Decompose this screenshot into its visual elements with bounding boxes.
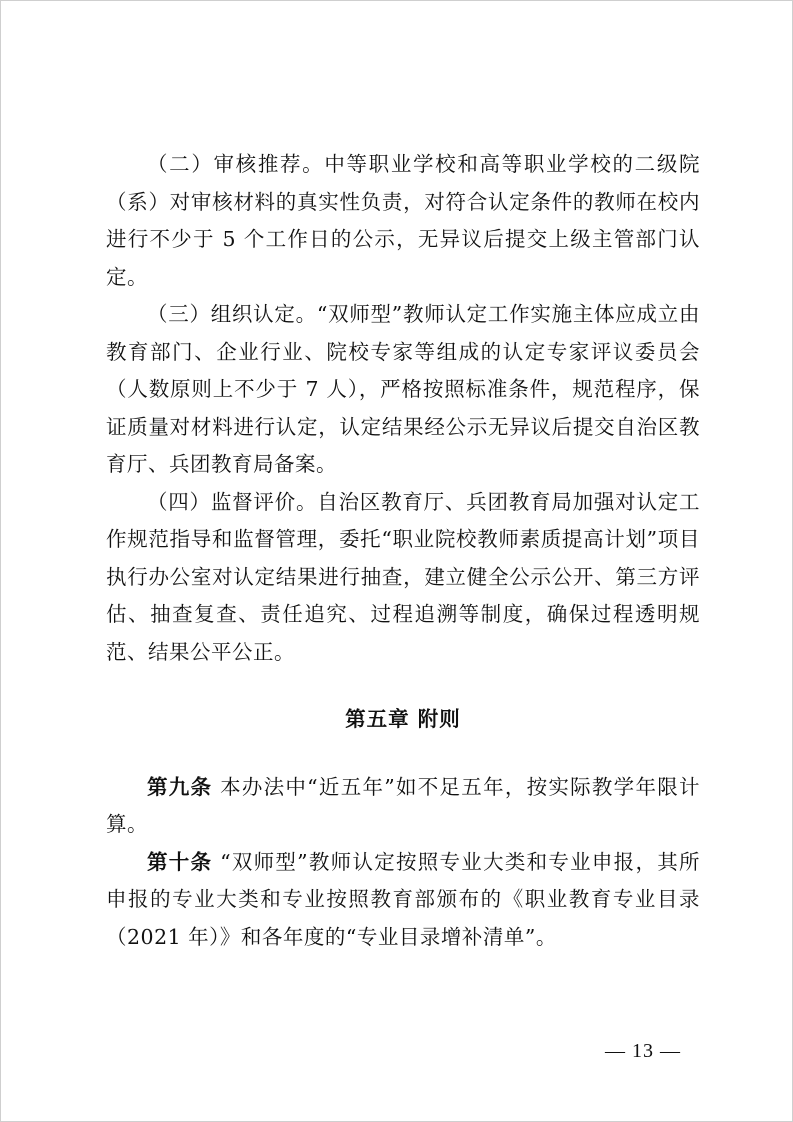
paragraph-review-recommend: （二）审核推荐。中等职业学校和高等职业学校的二级院（系）对审核材料的真实性负责，对符合认定条件的教师在校内进行不少于 5 个工作日的公示，无异议后提交上级主管部门认定。 bbox=[106, 152, 700, 289]
article-10 bbox=[106, 844, 700, 957]
paragraph-organize-certify: （三）组织认定。“双师型”教师认定工作实施主体应成立由教育部门、企业行业、院校专家等组成的认定专家评议委员会（人数原则上不少于 7 人），严格按照标准条件，规范程序，保证质量对材料进行认定，认定结果经公示无异议后提交自治区教育厅、兵团教育局备案。 bbox=[106, 302, 700, 476]
spacer bbox=[106, 671, 700, 701]
page-number: — 13 — bbox=[605, 1040, 681, 1062]
article-label: 第十条 bbox=[147, 849, 213, 874]
spacer bbox=[106, 739, 700, 769]
article-label: 第九条 bbox=[147, 774, 213, 799]
chapter-title: 第五章 附则 bbox=[345, 707, 461, 731]
document-body bbox=[106, 146, 700, 956]
article-text: 本办法中“近五年”如不足五年，按实际教学年限计算。 bbox=[106, 774, 700, 836]
paragraph-supervise-evaluate: （四）监督评价。自治区教育厅、兵团教育局加强对认定工作规范指导和监督管理，委托“职业院校教师素质提高计划”项目执行办公室对认定结果进行抽查，建立健全公示公开、第三方评估、抽查复查、责任追究、过程追溯等制度，确保过程透明规范、结果公平公正。 bbox=[106, 489, 700, 664]
article-9 bbox=[106, 769, 700, 844]
article-text: “双师型”教师认定按照专业大类和专业申报，其所申报的专业大类和专业按照教育部颁布的《职业教育专业目录（2021 年）》和各年度的“专业目录增补清单”。 bbox=[106, 849, 700, 949]
